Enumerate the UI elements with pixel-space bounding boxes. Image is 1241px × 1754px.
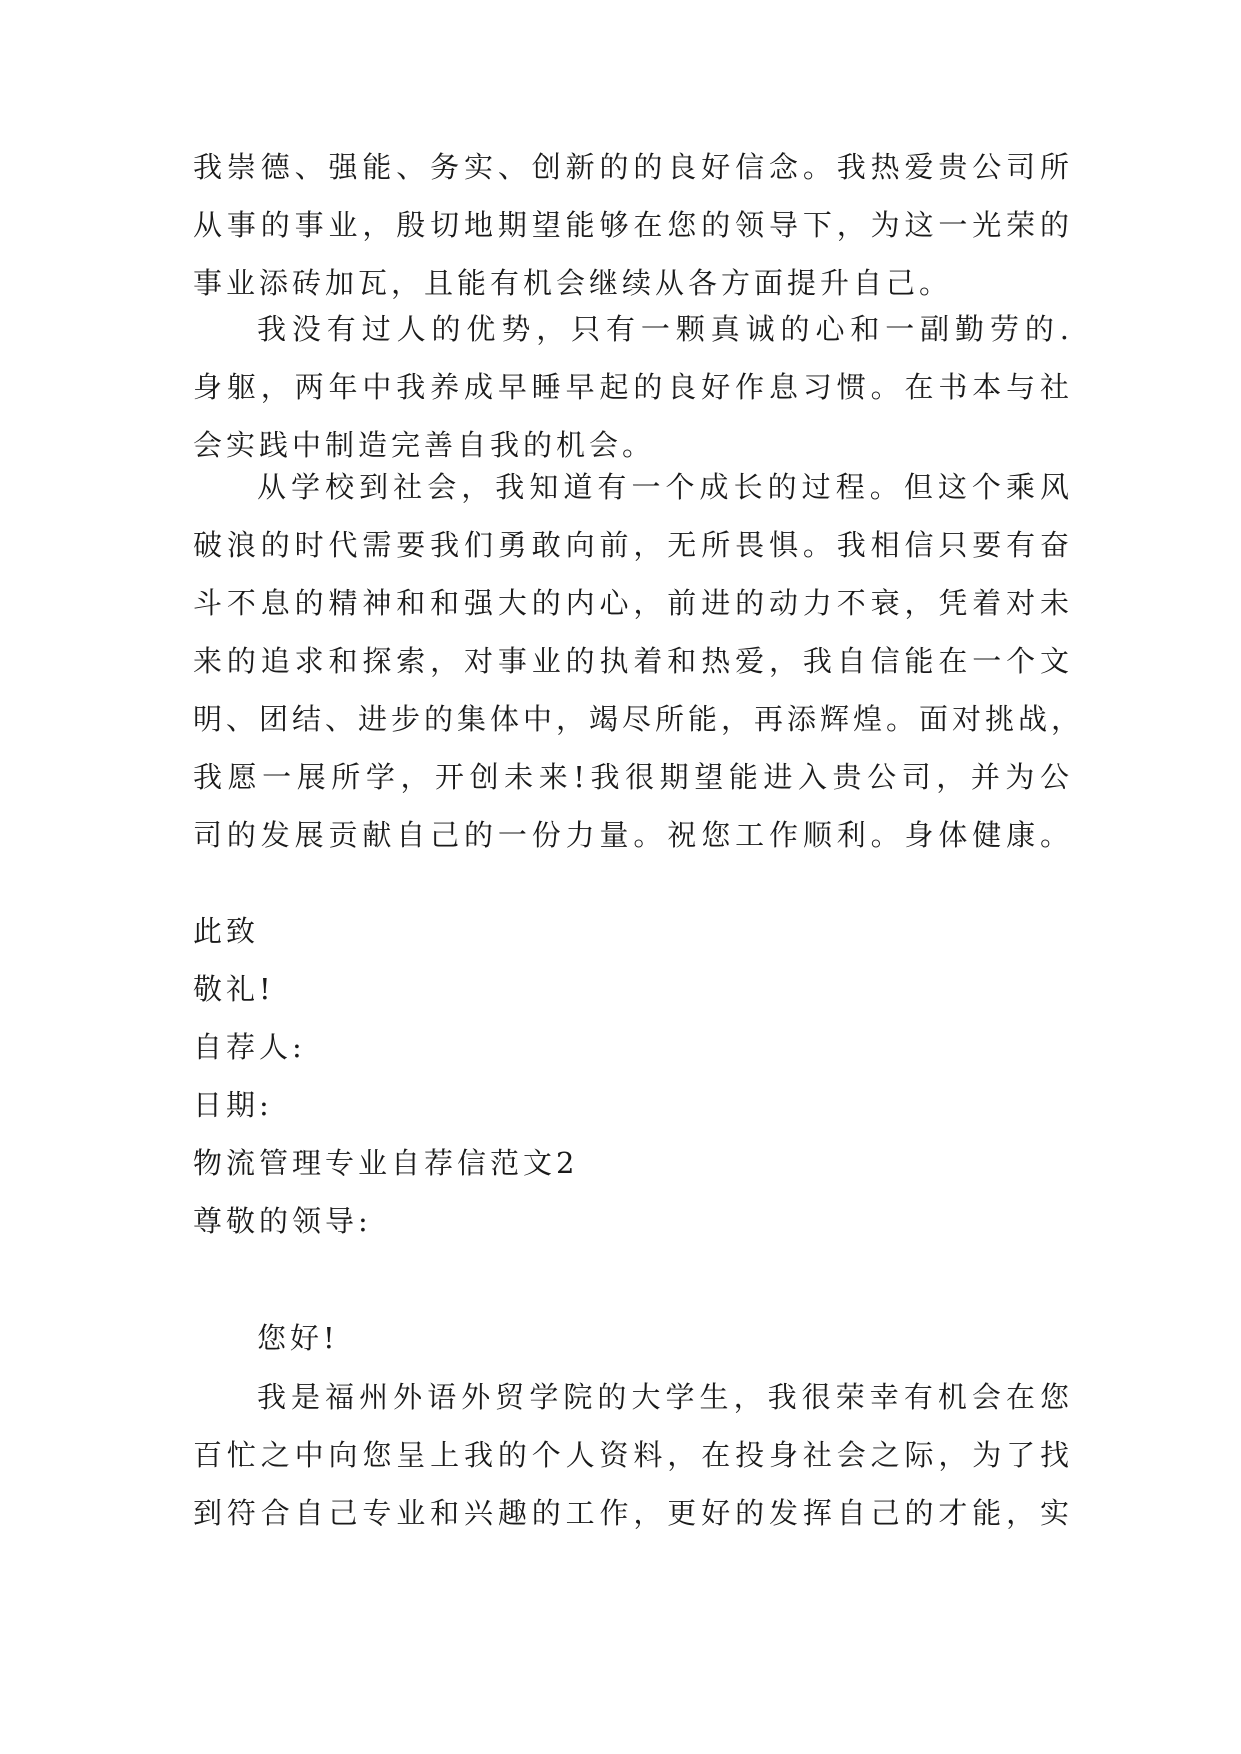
- paragraph-line: 明、团结、进步的集体中，竭尽所能，再添辉煌。面对挑战，: [193, 702, 1085, 736]
- salutation: 尊敬的领导:: [193, 1204, 372, 1238]
- closing-block: [193, 902, 1073, 1250]
- paragraph-line: 会实践中制造完善自我的机会。: [193, 428, 656, 462]
- greeting: 您好!: [257, 1321, 339, 1355]
- greeting-block: [193, 1309, 1073, 1367]
- paragraph-line: 从事的事业，殷切地期望能够在您的领导下，为这一光荣的: [193, 208, 1073, 242]
- paragraph-line: 来的追求和探索，对事业的执着和热爱，我自信能在一个文: [193, 644, 1073, 678]
- paragraph-line: 到符合自己专业和兴趣的工作，更好的发挥自己的才能，实: [193, 1496, 1073, 1530]
- paragraph-line: 我愿一展所学，开创未来!我很期望能进入贵公司，并为公: [193, 760, 1073, 794]
- closing-jingli: 敬礼!: [193, 972, 275, 1006]
- paragraph-line: 事业添砖加瓦，且能有机会继续从各方面提升自己。: [193, 266, 953, 300]
- paragraph-line: 司的发展贡献自己的一份力量。祝您工作顺利。身体健康。: [193, 818, 1073, 852]
- paragraph-line: 身躯，两年中我养成早睡早起的良好作息习惯。在书本与社: [193, 370, 1073, 404]
- paragraph-line: 破浪的时代需要我们勇敢向前，无所畏惧。我相信只要有奋: [193, 528, 1073, 562]
- date-label: 日期:: [193, 1088, 273, 1122]
- closing-cizhi: 此致: [193, 914, 260, 948]
- paragraph-line: 从学校到社会，我知道有一个成长的过程。但这个乘风: [257, 470, 1073, 504]
- paragraph-line: 斗不息的精神和和强大的内心，前进的动力不衰，凭着对未: [193, 586, 1073, 620]
- paragraph-line: 我没有过人的优势，只有一颗真诚的心和一副勤劳的.: [257, 312, 1073, 346]
- paragraph-4: [193, 1368, 1073, 1542]
- paragraph-2: [193, 300, 1073, 474]
- recommender-label: 自荐人:: [193, 1030, 306, 1064]
- paragraph-1: [193, 138, 1073, 312]
- paragraph-line: 我是福州外语外贸学院的大学生，我很荣幸有机会在您: [257, 1380, 1073, 1414]
- paragraph-3: [193, 458, 1085, 864]
- paragraph-line: 百忙之中向您呈上我的个人资料，在投身社会之际，为了找: [193, 1438, 1073, 1472]
- paragraph-line: 我崇德、强能、务实、创新的的良好信念。我热爱贵公司所: [193, 150, 1073, 184]
- section-title: 物流管理专业自荐信范文2: [193, 1146, 579, 1180]
